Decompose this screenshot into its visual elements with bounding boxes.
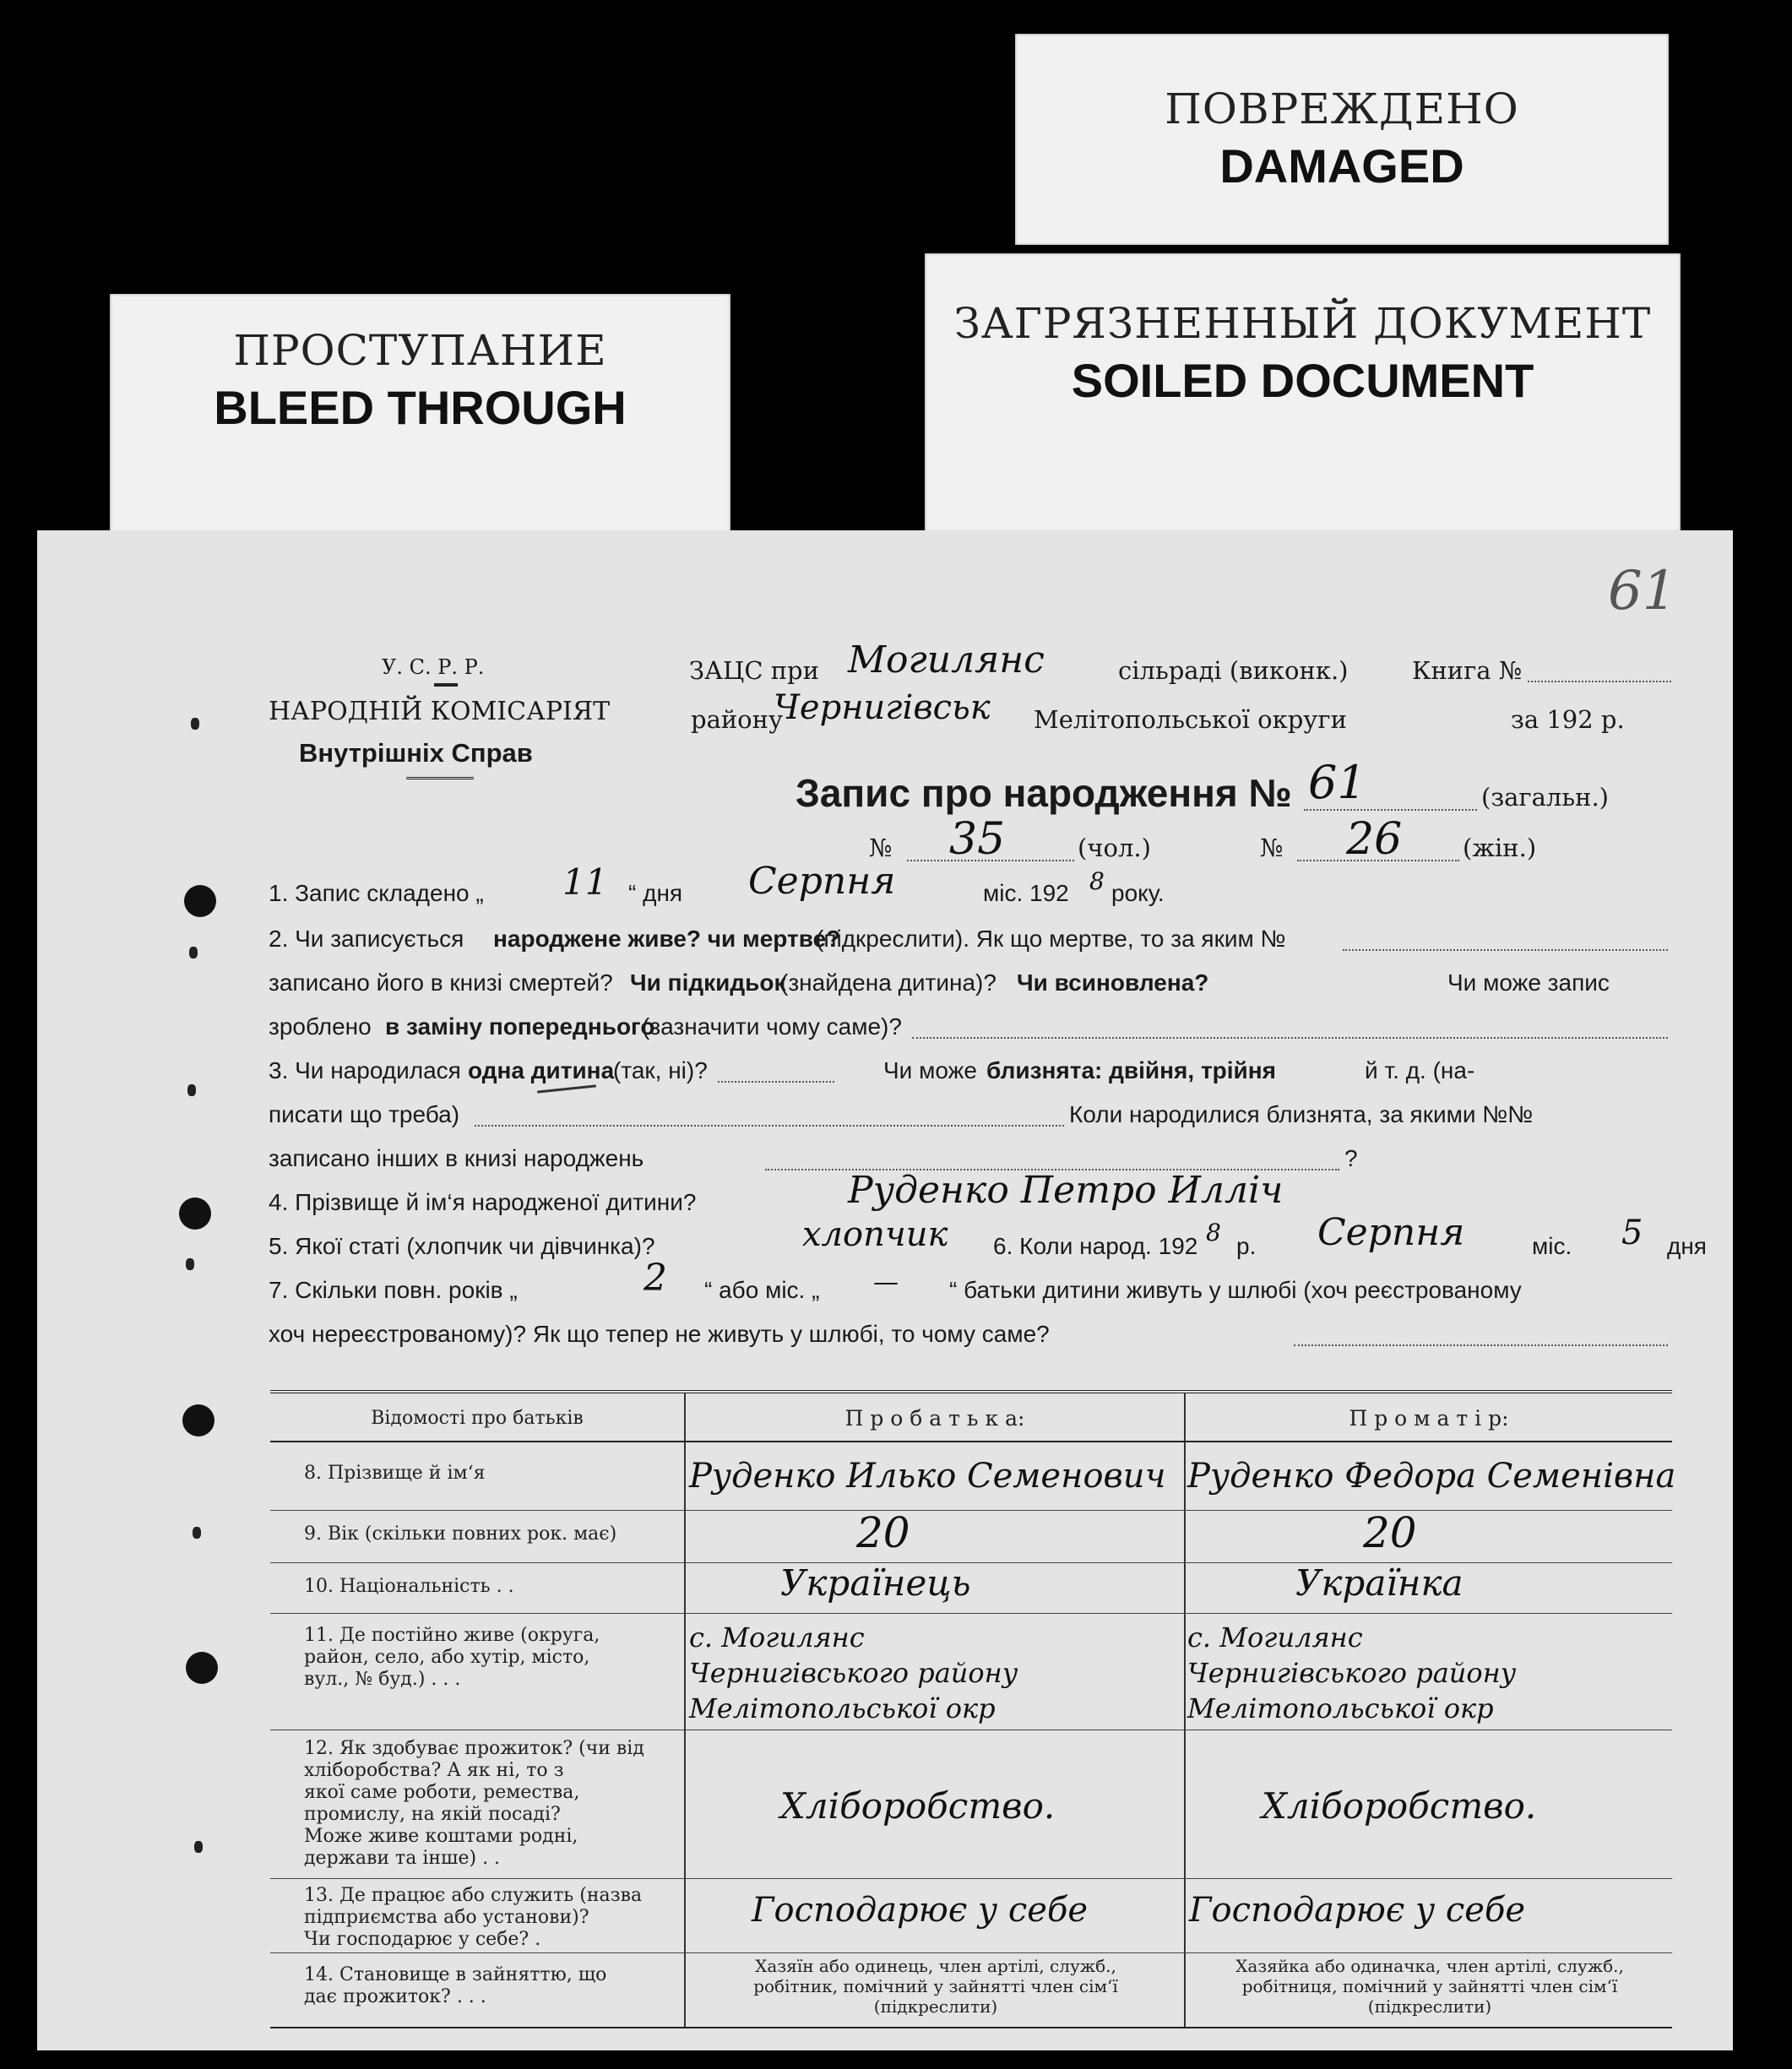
punch-mark [194,1841,203,1853]
mother-nationality-handwritten: Українка [1295,1562,1463,1604]
q2-line3: зроблено [269,1013,372,1040]
soiled-label-ru: ЗАГРЯЗНЕННЫЙ ДОКУМЕНТ [953,299,1652,348]
q6-year-handwritten: 8 [1206,1219,1221,1246]
father-age-handwritten: 20 [856,1508,910,1557]
q6-day-label: дня [1667,1233,1707,1259]
header-rule [406,777,474,779]
q2-line2-e: Чи може запис [1447,969,1610,996]
punch-mark [189,947,198,958]
q1-month-label: міс. 192 [983,880,1069,906]
mother-work-handwritten: Господарює у себе [1189,1891,1526,1930]
mother-residence-handwritten: с. Могилянс Чернигівського району Мелітопольської окр [1187,1621,1517,1724]
q1-text: 1. Запис складено „ [269,880,484,906]
row-10-label: 10. Національність . . [304,1576,514,1597]
internal-affairs-heading: Внутрішніх Справ [299,738,533,768]
q2-adopted: Чи всиновлена? [1017,969,1209,996]
table-header-father: П р о б а т ь к а: [844,1406,1025,1431]
q4-text: 4. Прізвище й ім‘я народженої дитини? [269,1189,697,1215]
district-suffix: Мелітопольської округи [1034,705,1347,734]
q2-line3-c: (зазначити чому саме)? [642,1013,902,1040]
q6-month-handwritten: Серпня [1317,1211,1465,1254]
q2-replacement-field [912,1037,1668,1039]
q3-twins-field [475,1125,1064,1127]
zags-suffix: сільраді (виконк.) [1118,656,1349,685]
q2-line2: записано його в книзі смертей? [269,969,613,996]
binder-hole [182,1404,214,1436]
table-row-rule [270,1613,1672,1614]
year-label: за 192 р. [1511,705,1625,734]
mother-occupation-options: Хазяйка або одиначка, член артілі, служб., робітниця, помічний у зайнятті член сім‘ї (підкреслити) [1235,1956,1624,2017]
q6-text: 6. Коли народ. 192 [993,1233,1198,1259]
q5-sex-handwritten: хлопчик [802,1215,948,1254]
q2-replacement: в заміну попереднього [385,1013,655,1040]
father-residence-handwritten: с. Могилянс Чернигівського району Мелітопольської окр [689,1621,1018,1724]
row-12-label: 12. Як здобуває прожиток? (чи від хліборобства? А як ні, то з якої саме роботи, ремества, промислу, на якій посаді? Може живе коштами родні, держави та інше) . . [304,1738,644,1869]
record-title: Запис про народження № [796,771,1292,815]
q3-single-field [718,1081,834,1083]
q7-years-handwritten: 2 [643,1257,667,1300]
male-number-field [907,860,1074,861]
commissariat-heading: НАРОДНІЙ КОМІСАРІЯТ [269,697,611,726]
q3-etc: й т. д. (на- [1365,1057,1475,1083]
q1-year-handwritten: 8 [1089,867,1105,895]
q5-text: 5. Якої статі (хлопчик чи дівчинка)? [269,1233,655,1259]
female-no-label: № [1260,834,1284,862]
punch-mark [186,1258,194,1270]
damaged-label-ru: ПОВРЕЖДЕНО [1165,84,1519,133]
table-top-rule [270,1390,1672,1393]
mother-name-handwritten: Руденко Федора Семенівна [1187,1457,1676,1496]
father-name-handwritten: Руденко Илько Семенович [689,1457,1166,1496]
q2-text-2: (підкреслити). Як що мертве, то за яким № [816,926,1286,952]
birth-record-form [37,530,1733,2050]
q2-foundling: Чи підкидьок [630,969,786,996]
female-label: (жін.) [1463,834,1537,862]
q2-bold: народжене живе? чи мертве? [493,926,841,952]
binder-hole [179,1197,211,1230]
mother-age-handwritten: 20 [1363,1508,1417,1557]
male-label: (чол.) [1078,834,1151,862]
q3-line2: писати що треба) [269,1101,460,1127]
soiled-label-en: SOILED DOCUMENT [1071,354,1534,407]
damaged-label-en: DAMAGED [1219,139,1464,193]
table-header-info: Відомості про батьків [371,1408,584,1429]
zags-prefix: ЗАЦС при [689,656,819,685]
male-no-label: № [869,834,893,862]
q2-line2-c: (знайдена дитина)? [780,969,996,996]
bleed-through-label [110,294,730,539]
row-14-label: 14. Становище в зайняттю, що дає прожиток? . . . [304,1964,607,2007]
father-work-handwritten: Господарює у себе [752,1891,1089,1930]
punch-mark [193,1527,201,1539]
q6-day-handwritten: 5 [1621,1214,1643,1252]
q3-line2-b: Коли народилися близнята, за якими №№ [1069,1101,1534,1127]
q3-single: одна дитина [468,1057,615,1083]
row-9-label: 9. Вік (скільки повних рок. має) [304,1523,617,1545]
table-row-rule [270,1878,1672,1879]
female-number-handwritten: 26 [1346,814,1403,865]
table-row-rule [270,1441,1672,1442]
row-8-label: 8. Прізвище й ім‘я [304,1463,486,1484]
page-number: 61 [1608,560,1677,622]
district-handwritten: Чернигівськ [774,688,991,727]
table-bottom-rule [270,2027,1672,2028]
q7-text: 7. Скільки повн. років „ [269,1277,518,1303]
q1-day-handwritten: 11 [562,861,608,903]
q1-day-label: “ дня [628,880,683,906]
book-number-field [1528,681,1671,682]
q1-year-label: року. [1111,880,1165,906]
bleed-label-ru: ПРОСТУПАНИЕ [233,326,607,375]
father-livelihood-handwritten: Хліборобство. [780,1785,1056,1827]
q7-line2: хоч нереєстрованому)? Як що тепер не живуть у шлюбі, то чому саме? [269,1321,1050,1347]
ussr-heading: У. С. Р. Р. [382,655,485,679]
binder-hole [184,885,216,917]
q3-maybe: Чи може [883,1057,977,1083]
q1-month-handwritten: Серпня [748,860,896,903]
book-label: Книга № [1412,656,1523,685]
q4-child-name-handwritten: Руденко Петро Илліч [848,1169,1284,1212]
q2-text: 2. Чи записується [269,926,464,952]
q3-yes-no: (так, ні)? [613,1057,708,1083]
q3-question: ? [1344,1145,1358,1171]
damaged-label [1015,34,1669,245]
table-row-rule [270,1510,1672,1511]
q2-death-number-field [1343,949,1668,951]
male-number-handwritten: 35 [949,814,1006,865]
q3-dash-mark [537,1084,596,1093]
header-rule [434,683,458,687]
row-11-label: 11. Де постійно живе (округа, район, село, або хутір, місто, вул., № буд.) . . . [304,1625,600,1690]
table-column-divider [684,1393,686,2027]
q7-text-b: “ або міс. „ [704,1277,820,1303]
female-number-field [1297,860,1459,861]
q6-month-label: міс. [1532,1233,1572,1259]
row-13-label: 13. Де працює або служить (назва підприємства або установи)? Чи господарює у себе? . [304,1885,643,1950]
village-council-handwritten: Могилянс [848,638,1045,682]
total-label: (загальн.) [1481,783,1609,812]
q7-reason-field [1294,1344,1668,1346]
q7-months-handwritten: — [873,1268,899,1297]
father-occupation-options: Хазяїн або одинець, член артілі, служб., робітник, помічний у зайнятті член сім‘ї (підкреслити) [753,1956,1118,2017]
mother-livelihood-handwritten: Хліборобство. [1262,1785,1537,1827]
q3-text: 3. Чи народилася [269,1057,461,1083]
punch-mark [191,718,199,730]
punch-mark [187,1084,196,1096]
table-header-mother: П р о м а т і р: [1349,1406,1509,1431]
father-nationality-handwritten: Українець [780,1562,971,1604]
binder-hole [186,1652,218,1684]
record-number-handwritten: 61 [1308,756,1366,809]
q7-text-c: “ батьки дитини живуть у шлюбі (хоч реєстрованому [949,1277,1522,1303]
q3-twins: близнята: двійня, трійня [986,1057,1276,1083]
bleed-label-en: BLEED THROUGH [214,381,627,434]
district-prefix: району [691,705,784,734]
soiled-label [925,253,1681,532]
q3-line3: записано інших в книзі народжень [269,1145,644,1171]
table-column-divider [1184,1393,1186,2027]
q6-year-label: р. [1236,1233,1257,1259]
table-row-rule [270,1952,1672,1953]
record-number-field [1304,809,1477,811]
